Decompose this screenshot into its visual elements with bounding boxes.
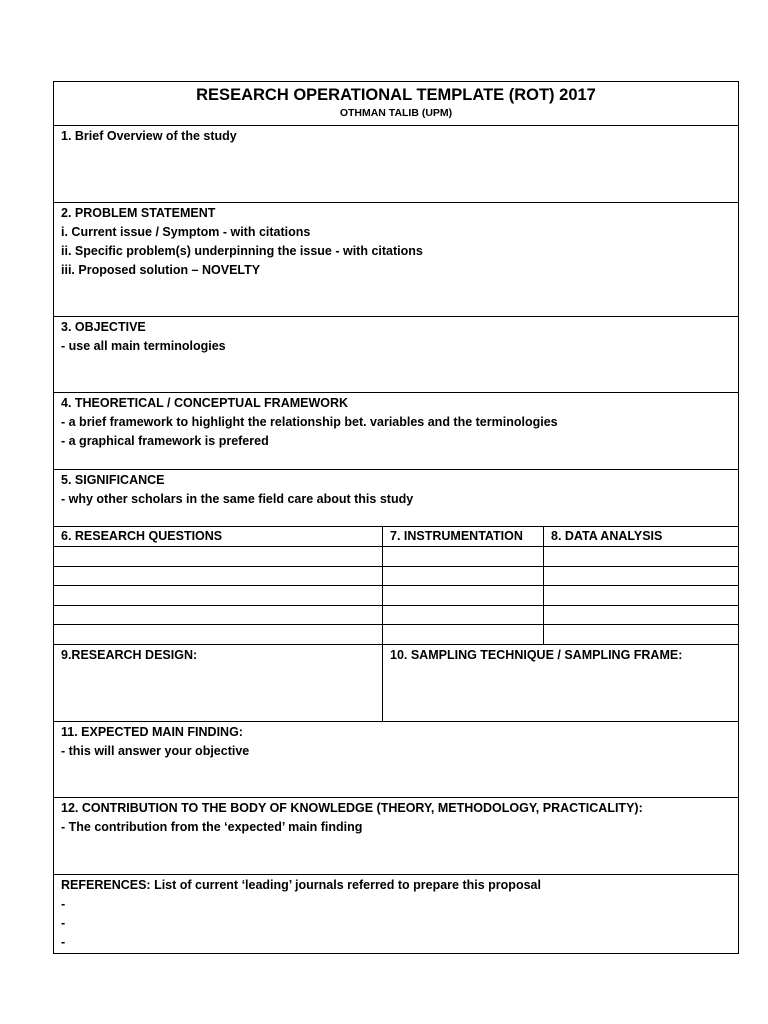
rot-form-table	[53, 81, 739, 954]
data-analysis-cell[interactable]	[544, 586, 739, 606]
data-analysis-cell[interactable]	[544, 567, 739, 586]
reference-item-1: -	[61, 897, 66, 911]
framework-heading: 4. THEORETICAL / CONCEPTUAL FRAMEWORK	[61, 396, 349, 410]
section-overview[interactable]	[54, 126, 739, 203]
section-objective[interactable]	[54, 317, 739, 393]
author-subtitle: OTHMAN TALIB (UPM)	[339, 107, 453, 119]
significance-heading: 5. SIGNIFICANCE	[61, 473, 165, 487]
references-heading: REFERENCES: List of current ‘leading’ journals referred to prepare this proposal	[61, 878, 541, 892]
section-sampling[interactable]	[383, 645, 739, 722]
research-question-cell[interactable]	[54, 586, 383, 606]
header-cell	[54, 82, 739, 126]
section-significance[interactable]	[54, 470, 739, 527]
reference-item-2: -	[61, 916, 66, 930]
instrumentation-cell[interactable]	[383, 586, 544, 606]
data-analysis-cell[interactable]	[544, 606, 739, 625]
sampling-heading: 10. SAMPLING TECHNIQUE / SAMPLING FRAME:	[390, 648, 683, 662]
section-research-design[interactable]	[54, 645, 383, 722]
research-question-cell[interactable]	[54, 625, 383, 645]
finding-heading: 11. EXPECTED MAIN FINDING:	[61, 725, 243, 739]
data-analysis-cell[interactable]	[544, 547, 739, 567]
finding-line-1: - this will answer your objective	[61, 744, 250, 758]
problem-line-1: i. Current issue / Symptom - with citations	[61, 225, 311, 239]
research-questions-header: 6. RESEARCH QUESTIONS	[54, 527, 383, 547]
reference-item-3: -	[61, 935, 66, 949]
contribution-line-1: - The contribution from the ‘expected’ main finding	[61, 820, 363, 834]
problem-line-2: ii. Specific problem(s) underpinning the issue - with citations	[61, 244, 423, 258]
framework-line-2: - a graphical framework is prefered	[61, 434, 269, 448]
section-expected-finding[interactable]	[54, 722, 739, 798]
problem-line-3: iii. Proposed solution – NOVELTY	[61, 263, 261, 277]
overview-heading: 1. Brief Overview of the study	[61, 129, 237, 143]
data-analysis-header: 8. DATA ANALYSIS	[544, 527, 739, 547]
section-framework[interactable]	[54, 393, 739, 470]
instrumentation-cell[interactable]	[383, 625, 544, 645]
design-heading: 9.RESEARCH DESIGN:	[61, 648, 198, 662]
research-question-cell[interactable]	[54, 606, 383, 625]
instrumentation-cell[interactable]	[383, 606, 544, 625]
problem-heading: 2. PROBLEM STATEMENT	[61, 206, 216, 220]
instrumentation-cell[interactable]	[383, 567, 544, 586]
section-contribution[interactable]	[54, 798, 739, 875]
instrumentation-cell[interactable]	[383, 547, 544, 567]
instrumentation-header: 7. INSTRUMENTATION	[383, 527, 544, 547]
page-title: RESEARCH OPERATIONAL TEMPLATE (ROT) 2017	[196, 86, 596, 104]
framework-line-1: - a brief framework to highlight the relationship bet. variables and the terminologies	[61, 415, 558, 429]
significance-line-1: - why other scholars in the same field care about this study	[61, 492, 414, 506]
section-problem-statement[interactable]	[54, 203, 739, 317]
research-question-cell[interactable]	[54, 567, 383, 586]
research-question-cell[interactable]	[54, 547, 383, 567]
data-analysis-cell[interactable]	[544, 625, 739, 645]
objective-heading: 3. OBJECTIVE	[61, 320, 146, 334]
objective-line-1: - use all main terminologies	[61, 339, 226, 353]
contribution-heading: 12. CONTRIBUTION TO THE BODY OF KNOWLEDGE (THEORY, METHODOLOGY, PRACTICALITY):	[61, 801, 643, 815]
section-references[interactable]	[54, 875, 739, 954]
